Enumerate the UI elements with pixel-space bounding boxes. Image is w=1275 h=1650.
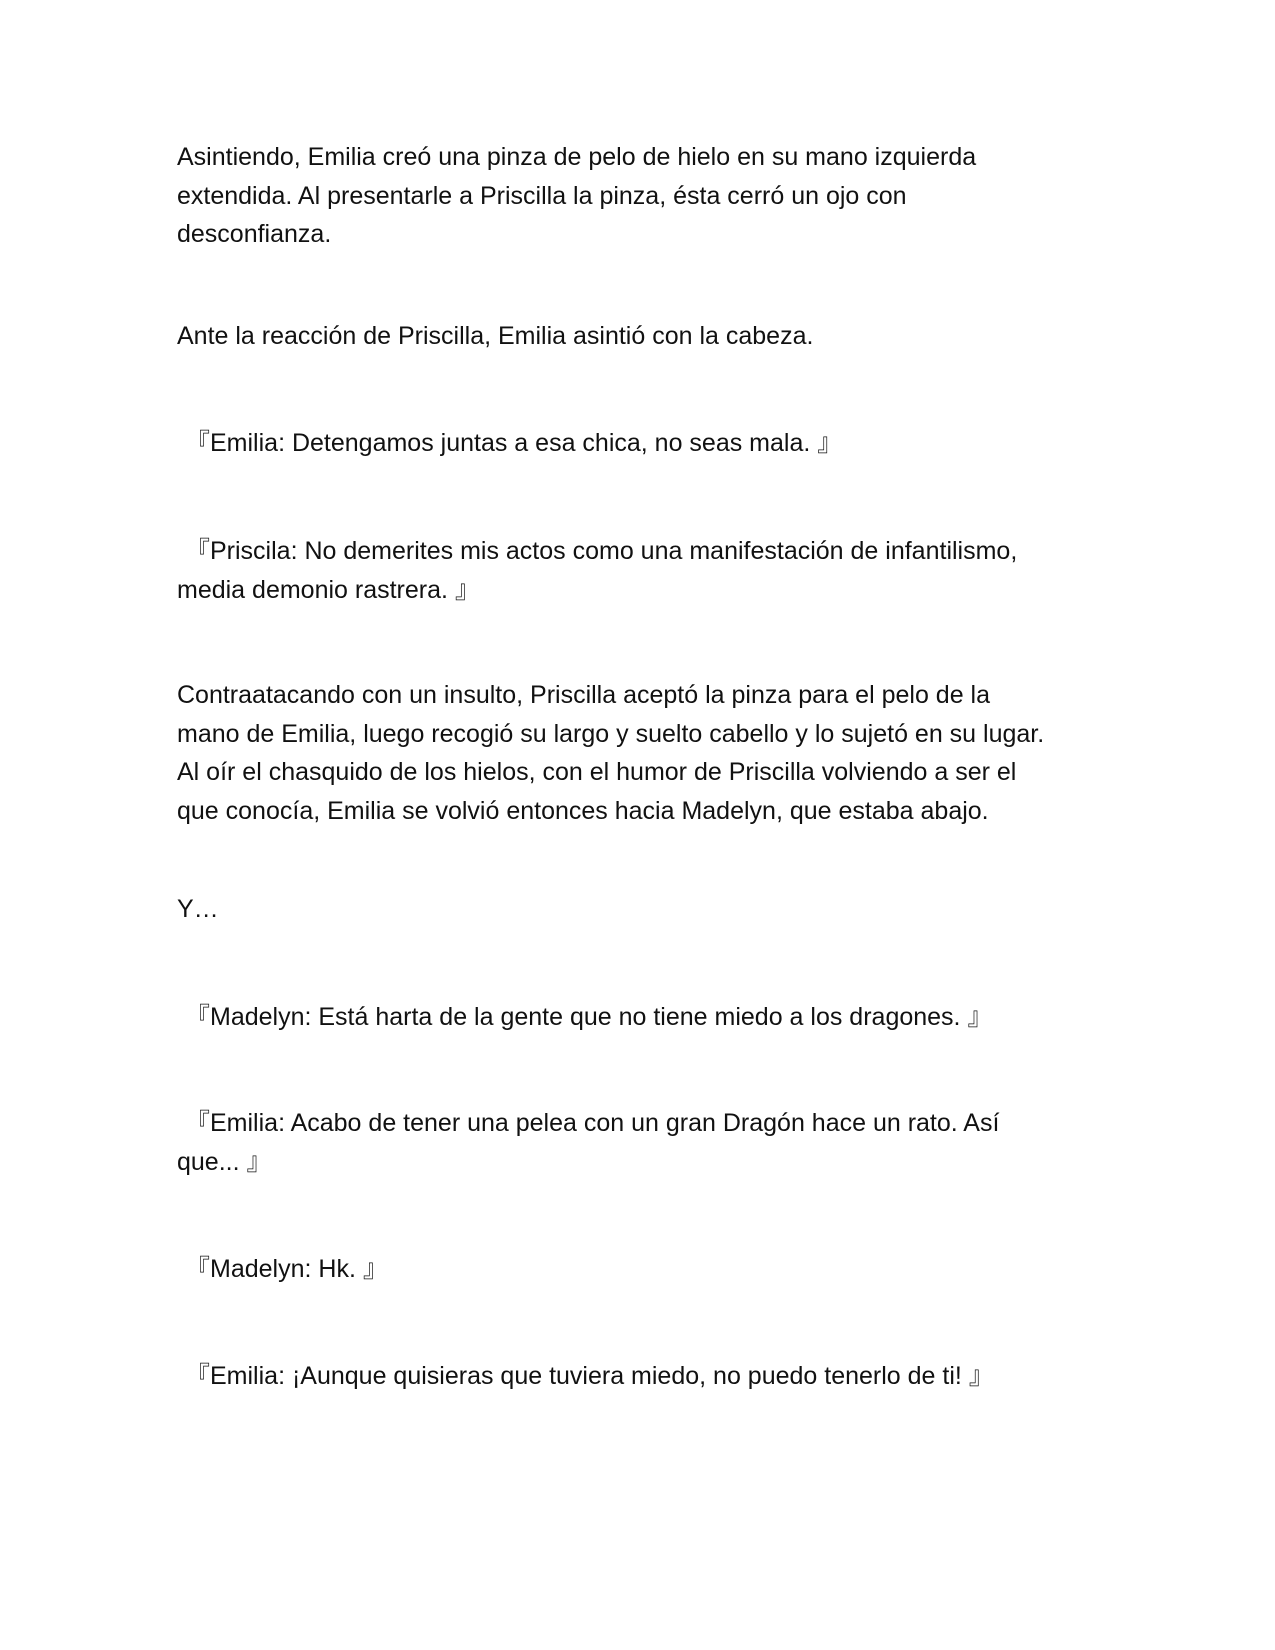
text-line: 『Emilia: Detengamos juntas a esa chica, no seas mala. 』 bbox=[185, 429, 843, 457]
text-line: extendida. Al presentarle a Priscilla la pinza, ésta cerró un ojo con bbox=[177, 181, 907, 210]
text-line: Contraatacando con un insulto, Priscilla aceptó la pinza para el pelo de la bbox=[177, 681, 991, 709]
text-line: Y… bbox=[177, 895, 219, 923]
text-line: 『Madelyn: Está harta de la gente que no tiene miedo a los dragones. 』 bbox=[185, 1003, 993, 1031]
text-line: media demonio rastrera. 』 bbox=[177, 575, 480, 604]
paragraph-emilia-ice-hairpin bbox=[177, 138, 1117, 254]
text-line: Al oír el chasquido de los hielos, con el humor de Priscilla volviendo a ser el bbox=[177, 758, 1017, 786]
paragraph-priscilla-accepts bbox=[177, 676, 1117, 830]
paragraph-emilia-nods bbox=[177, 317, 1117, 356]
text-line: 『Madelyn: Hk. 』 bbox=[185, 1255, 388, 1283]
text-line: desconfianza. bbox=[177, 220, 332, 248]
text-line: 『Emilia: ¡Aunque quisieras que tuviera miedo, no puedo tenerlo de ti! 』 bbox=[185, 1362, 994, 1390]
paragraph-and bbox=[177, 890, 1117, 929]
text-line: Ante la reacción de Priscilla, Emilia asintió con la cabeza. bbox=[177, 322, 814, 350]
text-line: 『Priscila: No demerites mis actos como una manifestación de infantilismo, bbox=[185, 537, 1018, 565]
text-line: mano de Emilia, luego recogió su largo y suelto cabello y lo sujetó en su lugar. bbox=[177, 719, 1045, 748]
dialogue-madelyn-hk bbox=[177, 1250, 1117, 1289]
dialogue-madelyn-dragons bbox=[177, 998, 1117, 1037]
dialogue-emilia-not-afraid bbox=[177, 1357, 1117, 1396]
text-line: que... 』 bbox=[177, 1147, 272, 1176]
text-line: Asintiendo, Emilia creó una pinza de pelo de hielo en su mano izquierda bbox=[177, 143, 977, 171]
text-line: 『Emilia: Acabo de tener una pelea con un gran Dragón hace un rato. Así bbox=[185, 1109, 1000, 1137]
dialogue-emilia-great-dragon bbox=[177, 1104, 1117, 1181]
dialogue-priscila-reply bbox=[177, 532, 1117, 609]
text-line: que conocía, Emilia se volvió entonces hacia Madelyn, que estaba abajo. bbox=[177, 796, 989, 825]
dialogue-emilia-stop-her bbox=[177, 424, 1117, 463]
